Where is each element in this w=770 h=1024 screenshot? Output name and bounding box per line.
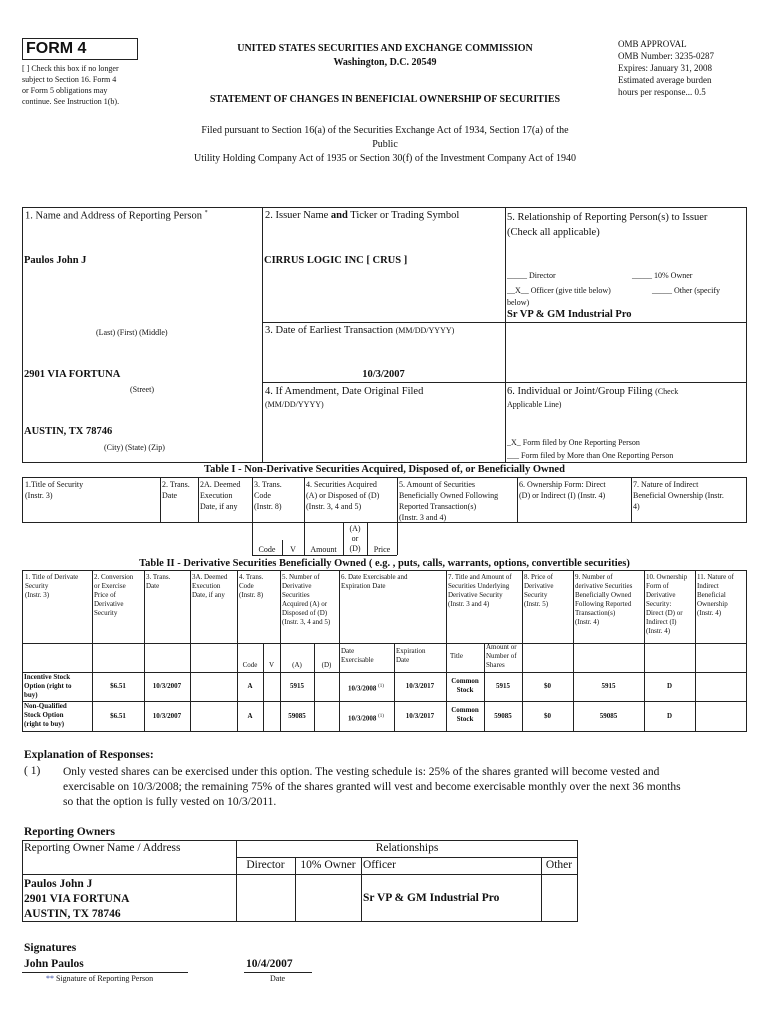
t2-sub-v: V: [268, 661, 275, 669]
t1-col-code: 3. Trans. Code (Instr. 8): [254, 480, 282, 511]
t2-col-form: 10. Ownership Form of Derivative Security: Direct (D) or Indirect (I) (Instr. 4): [646, 573, 688, 635]
t2-row2-price: $6.51: [110, 712, 126, 720]
t2-row1-deriv-price: $0: [544, 682, 551, 690]
signature-label-star: **: [46, 974, 54, 983]
t2-col-conversion: 2. Conversion or Exercise Price of Derivative Security: [94, 573, 134, 617]
t2-sub-expiration: Expiration Date: [396, 647, 426, 664]
check-box-note: [22, 63, 119, 107]
box1-label: [25, 210, 208, 222]
signature-date: 10/4/2007: [246, 958, 293, 970]
t1-sub-v: V: [290, 545, 296, 554]
t1-sub-code: Code: [258, 545, 276, 554]
filed-line: Filed pursuant to Section 16(a) of the Securities Exchange Act of 1934, Section 17(a) of the: [201, 125, 569, 136]
t2-row1-title: Common Stock: [451, 677, 479, 694]
t2-col-number: 5. Number of Derivative Securities Acquired (A) or Disposed of (D) (Instr. 3, 4 and 5): [282, 573, 331, 626]
street-hint: (Street): [130, 385, 154, 394]
t2-col-nature: 11. Nature of Indirect Beneficial Ownership (Instr. 4): [697, 573, 734, 617]
form-title-box: [22, 38, 138, 60]
t2-col-code: 4. Trans. Code (Instr. 8): [239, 573, 264, 599]
relationships-header: Relationships: [375, 842, 439, 854]
t2-col-underlying: 7. Title and Amount of Securities Underlying Derivative Security (Instr. 3 and 4): [448, 573, 512, 608]
t1-col-deemed: 2A. Deemed Execution Date, if any: [200, 480, 241, 511]
t2-row1-code: A: [247, 682, 253, 690]
t2-sub-a: (A): [292, 661, 302, 669]
box5-label-line: (Check all applicable): [507, 227, 600, 238]
officer-header: Officer: [363, 859, 396, 871]
t2-row2-exercisable: [348, 712, 384, 723]
omb-line: hours per response... 0.5: [618, 87, 706, 97]
footnote-line: so that the option is fully vested on 10/3/2011.: [63, 796, 277, 808]
reporting-owners-heading: Reporting Owners: [24, 826, 116, 838]
explanation-heading: Explanation of Responses:: [24, 749, 154, 761]
footnote-line: Only vested shares can be exercised under this option. The vesting schedule is: 25% of the shares granted will become vested and: [63, 766, 660, 778]
director-header: Director: [246, 859, 285, 871]
omb-line: OMB APPROVAL: [618, 39, 687, 49]
t1-col-nature: 7. Nature of Indirect Beneficial Ownership (Instr. 4): [633, 480, 724, 511]
reporting-person-name: Paulos John J: [24, 255, 87, 266]
table1-title: Table I - Non-Derivative Securities Acquired, Disposed of, or Beneficially Owned: [204, 464, 565, 475]
omb-line: Expires: January 31, 2008: [618, 63, 712, 73]
t1-col-amount: 5. Amount of Securities Beneficially Owned Following Reported Transaction(s) (Instr. 3 and 4): [399, 480, 499, 522]
issuer-name: CIRRUS LOGIC INC [ CRUS ]: [264, 255, 408, 266]
t2-col-owned: 9. Number of derivative Securities Beneficially Owned Following Reported Transaction(s) (Instr. 4): [575, 573, 633, 626]
t1-sub-price: Price: [373, 545, 391, 554]
director-option[interactable]: _____ Director: [507, 271, 556, 280]
omb-approval: [618, 38, 714, 98]
t2-row1-price: $6.51: [110, 682, 126, 690]
box6-label: [507, 386, 678, 397]
owner-name: Paulos John J: [24, 878, 93, 890]
t2-row2-form: D: [666, 712, 673, 720]
officer-option[interactable]: __X__ Officer (give title below): [507, 286, 611, 295]
check-box-note-line: or Form 5 obligations may: [22, 86, 108, 95]
owner-name-header: Reporting Owner Name / Address: [24, 842, 181, 854]
box3-label: [265, 325, 454, 336]
t2-row2-deriv-price: $0: [544, 712, 551, 720]
other-header: Other: [545, 859, 573, 871]
table2-title: Table II - Derivative Securities Beneficially Owned ( e.g. , puts, calls, warrants, options, convertible securities): [139, 558, 630, 569]
box4-hint: (MM/DD/YYYY): [265, 400, 324, 409]
t1-col-acquired: 4. Securities Acquired (A) or Disposed of (D) (Instr. 3, 4 and 5): [306, 480, 380, 511]
name-hint: (Last) (First) (Middle): [96, 328, 168, 337]
t2-col-date: 3. Trans. Date: [146, 573, 171, 590]
footnote-text: [63, 765, 681, 810]
t2-row1-date: 10/3/2007: [152, 682, 182, 690]
t2-row2-security: Non-Qualified Stock Option (right to buy): [24, 702, 67, 728]
owner-address: [24, 877, 129, 922]
t2-sub-title: Title: [450, 652, 463, 660]
filed-line: Utility Holding Company Act of 1935 or Section 30(f) of the Investment Company Act of 1940: [194, 153, 576, 164]
earliest-transaction-date: 10/3/2007: [362, 369, 405, 380]
t1-sub-amount: Amount: [310, 545, 337, 554]
footnote-line: exercisable on 10/3/2008; the remaining 75% of the shares granted will vest and become exercisable monthly over the next 36 months: [63, 781, 681, 793]
t2-row1-owned: 5915: [601, 682, 616, 690]
t2-row2-acquired: 59085: [288, 712, 306, 720]
t2-row2-expiration: 10/3/2017: [405, 712, 435, 720]
below-note: below): [507, 298, 530, 307]
agency-heading: [180, 42, 590, 70]
t1-col-ownership: 6. Ownership Form: Direct (D) or Indirect (I) (Instr. 4): [519, 480, 606, 500]
owner-city: AUSTIN, TX 78746: [24, 908, 121, 920]
t2-col-title: 1. Title of Derivate Security (Instr. 3): [25, 573, 79, 599]
t2-row2-exercisable-date: 10/3/2008: [348, 714, 377, 723]
other-option[interactable]: _____ Other (specify: [652, 286, 720, 295]
omb-line: OMB Number: 3235-0287: [618, 51, 714, 61]
owner-officer-title: Sr VP & GM Industrial Pro: [363, 892, 500, 904]
t1-sub-aord: (A) or (D): [349, 524, 361, 553]
t2-row2-footnote: (1): [378, 714, 384, 719]
check-box-note-line: subject to Section 16. Form 4: [22, 75, 117, 84]
box2-label-b: Ticker or Trading Symbol: [347, 210, 460, 221]
reporting-person-street: 2901 VIA FORTUNA: [24, 369, 121, 380]
signature-name: John Paulos: [24, 958, 84, 970]
t2-row2-shares: 59085: [494, 712, 512, 720]
t2-row1-expiration: 10/3/2017: [405, 682, 435, 690]
t2-col-price: 8. Price of Derivative Security (Instr. 5): [524, 573, 554, 608]
t2-row1-footnote: (1): [378, 684, 384, 689]
t2-row1-shares: 5915: [496, 682, 510, 690]
box3-label-hint: (MM/DD/YYYY): [395, 326, 455, 335]
box1-label-text: 1. Name and Address of Reporting Person: [25, 210, 203, 222]
t1-col-title: 1.Title of Security (Instr. 3): [25, 480, 84, 500]
t1-col-date: 2. Trans. Date: [162, 480, 190, 500]
t2-row2-date: 10/3/2007: [152, 712, 182, 720]
t2-col-deemed: 3A. Deemed Execution Date, if any: [192, 573, 228, 599]
signature-label-text: Signature of Reporting Person: [56, 974, 154, 983]
filed-line: Public: [372, 139, 398, 150]
filed-pursuant: [140, 124, 630, 166]
box3-label-text: 3. Date of Earliest Transaction: [265, 325, 394, 336]
box2-label-and: and: [330, 210, 348, 221]
officer-title: Sr VP & GM Industrial Pro: [507, 309, 632, 320]
t2-sub-code: Code: [242, 661, 258, 669]
box6-label-text: 6. Individual or Joint/Group Filing: [507, 386, 653, 397]
signatures-heading: Signatures: [24, 942, 77, 954]
more-reporting-persons-option[interactable]: ___ Form filed by More than One Reporting Person: [507, 451, 674, 460]
city-hint: (City) (State) (Zip): [104, 443, 165, 452]
t2-row2-owned: 59085: [599, 712, 618, 720]
check-box-note-line: continue. See Instruction 1(b).: [22, 97, 120, 106]
owner-street: 2901 VIA FORTUNA: [24, 893, 130, 905]
t2-sub-d: (D): [321, 661, 332, 669]
omb-line: Estimated average burden: [618, 75, 712, 85]
box5-label-line: 5. Relationship of Reporting Person(s) to Issuer: [507, 212, 708, 223]
t2-col-exercisable: 6. Date Exercisable and Expiration Date: [341, 573, 408, 590]
reporting-person-city: AUSTIN, TX 78746: [24, 426, 113, 437]
box5-label: [507, 210, 707, 240]
box6-label-check: (Check: [655, 387, 679, 396]
t2-row2-title: Common Stock: [451, 706, 479, 723]
box1-label-star: *: [204, 210, 208, 216]
one-reporting-person-option[interactable]: _X_ Form filed by One Reporting Person: [507, 438, 640, 447]
t2-row1-exercisable: [348, 682, 384, 693]
t2-row2-code: A: [247, 712, 253, 720]
footnote-number: ( 1): [24, 765, 41, 777]
t2-row1-acquired: 5915: [290, 682, 304, 690]
signature-label: [46, 974, 153, 983]
t2-sub-exercisable: Date Exercisable: [341, 647, 374, 664]
t2-sub-amount: Amount or Number of Shares: [486, 643, 517, 669]
box6-hint: Applicable Line): [507, 400, 562, 409]
box4-label: 4. If Amendment, Date Original Filed: [265, 386, 424, 397]
agency-name: UNITED STATES SECURITIES AND EXCHANGE COMMISSION: [237, 43, 533, 54]
t2-row1-form: D: [666, 682, 673, 690]
check-box-note-line: [ ] Check this box if no longer: [22, 64, 119, 73]
t2-row1-security: Incentive Stock Option (right to buy): [24, 673, 72, 699]
ten-pct-header: 10% Owner: [300, 859, 356, 871]
box2-label: [265, 210, 459, 221]
statement-title: STATEMENT OF CHANGES IN BENEFICIAL OWNERSHIP OF SECURITIES: [209, 94, 561, 105]
box2-label-a: 2. Issuer Name: [265, 210, 331, 221]
t2-row1-exercisable-date: 10/3/2008: [348, 684, 377, 693]
ten-percent-owner-option[interactable]: _____ 10% Owner: [632, 271, 693, 280]
form-title: FORM 4: [26, 40, 87, 57]
date-label: Date: [270, 974, 286, 983]
agency-location: Washington, D.C. 20549: [333, 57, 437, 68]
